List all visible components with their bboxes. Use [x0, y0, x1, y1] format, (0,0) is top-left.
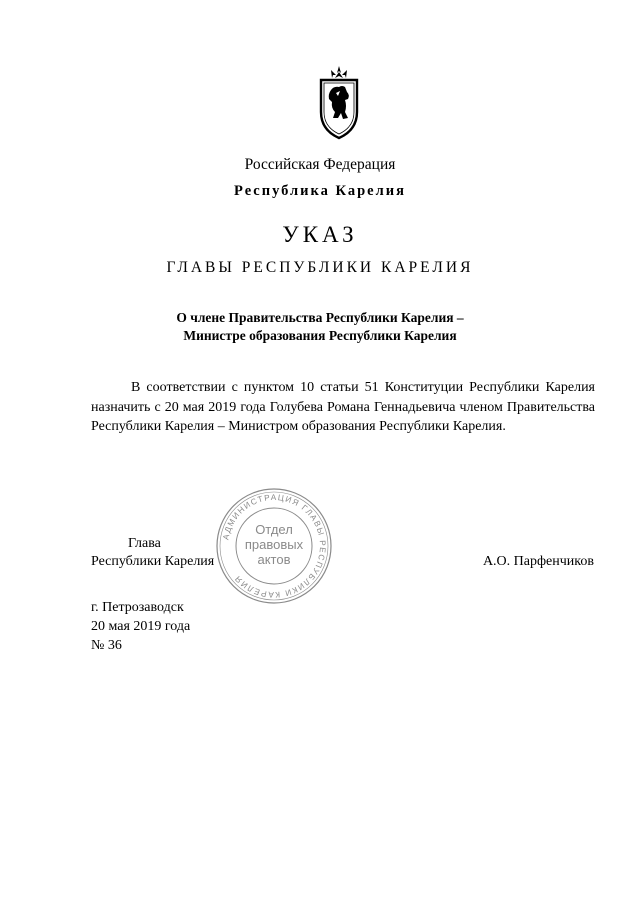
- document-type: УКАЗ: [282, 222, 358, 247]
- stamp-line-2: правовых: [244, 537, 304, 552]
- issuing-authority: ГЛАВЫ РЕСПУБЛИКИ КАРЕЛИЯ: [166, 259, 474, 276]
- signer-position-line-1: Глава: [128, 536, 161, 551]
- country-name: Российская Федерация: [244, 156, 396, 173]
- decree-body-paragraph: В соответствии с пунктом 10 статьи 51 Конституции Республики Карелия назначить с 20 мая 2019 года Голубева Романа Геннадьевича членом Правительства Республики Карелия – Министром образования Республики Карелия.: [91, 380, 595, 434]
- stamp-line-3: актов: [257, 552, 291, 567]
- decree-number: № 36: [91, 638, 122, 653]
- signer-name: А.О. Парфенчиков: [482, 554, 594, 569]
- karelia-coat-of-arms-icon: [318, 66, 360, 140]
- document-title-line-2: Министре образования Республики Карелия: [183, 328, 457, 343]
- official-stamp: [214, 486, 334, 606]
- signer-position-line-2: Республики Карелия: [91, 554, 215, 569]
- issue-city: г. Петрозаводск: [91, 600, 184, 615]
- republic-name: Республика Карелия: [234, 183, 406, 199]
- stamp-ring-text: АДМИНИСТРАЦИЯ ГЛАВЫ РЕСПУБЛИКИ КАРЕЛИЯ: [221, 492, 328, 600]
- stamp-line-1: Отдел: [255, 522, 293, 537]
- issue-date: 20 мая 2019 года: [91, 619, 191, 634]
- document-title-line-1: О члене Правительства Республики Карелия –: [176, 310, 464, 325]
